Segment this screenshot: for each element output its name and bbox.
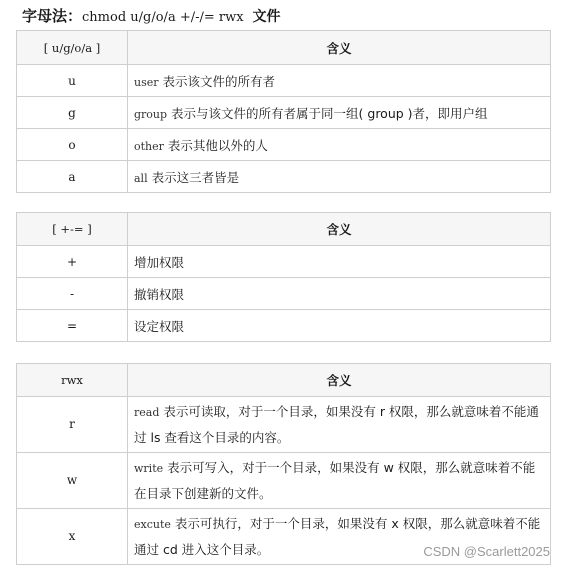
row-key: r bbox=[17, 397, 128, 453]
row-desc: 表示可执行，对于一个目录，如果没有 x 权限，那么就意味着不能通过 cd 进入这个目录。 bbox=[134, 516, 541, 557]
ugoa-table bbox=[16, 30, 551, 193]
row-code: write bbox=[134, 462, 164, 475]
row-desc: 表示与该文件的所有者属于同一组( group )者，即用户组 bbox=[167, 105, 488, 121]
column-header-meaning: 含义 bbox=[128, 31, 551, 65]
row-desc: 表示可读取，对于一个目录，如果没有 r 权限，那么就意味着不能通过 ls 查看这个目录的内容。 bbox=[134, 404, 539, 445]
table-row bbox=[17, 65, 551, 97]
row-key: g bbox=[17, 97, 128, 129]
row-meaning bbox=[128, 453, 551, 509]
row-code: excute bbox=[134, 518, 171, 531]
row-code: group bbox=[134, 107, 168, 121]
row-code: read bbox=[134, 406, 160, 419]
row-desc: 设定权限 bbox=[128, 310, 551, 342]
watermark: CSDN @Scarlett2025 bbox=[423, 544, 550, 559]
row-desc: 表示该文件的所有者 bbox=[158, 73, 275, 89]
table-row bbox=[17, 97, 551, 129]
row-desc: 增加权限 bbox=[128, 246, 551, 278]
row-code: other bbox=[134, 139, 164, 153]
title-command: chmod u/g/o/a +/-/= rwx bbox=[82, 10, 244, 25]
table-row bbox=[17, 278, 551, 310]
title-label: 字母法： bbox=[22, 7, 83, 25]
row-meaning bbox=[128, 129, 551, 161]
table-row bbox=[17, 161, 551, 193]
row-key: = bbox=[17, 310, 128, 342]
operator-table bbox=[16, 212, 551, 342]
row-meaning bbox=[128, 397, 551, 453]
rwx-table bbox=[16, 363, 551, 565]
row-desc: 表示其他以外的人 bbox=[163, 137, 268, 153]
row-key: a bbox=[17, 161, 128, 193]
row-meaning bbox=[128, 161, 551, 193]
row-key: + bbox=[17, 246, 128, 278]
row-code: user bbox=[134, 75, 159, 89]
row-key: u bbox=[17, 65, 128, 97]
table-row bbox=[17, 453, 551, 509]
table-row bbox=[17, 310, 551, 342]
row-key: - bbox=[17, 278, 128, 310]
column-header-meaning: 含义 bbox=[128, 213, 551, 246]
row-meaning bbox=[128, 65, 551, 97]
row-key: x bbox=[17, 509, 128, 565]
row-key: o bbox=[17, 129, 128, 161]
column-header-meaning: 含义 bbox=[128, 364, 551, 397]
row-key: w bbox=[17, 453, 128, 509]
title-suffix: 文件 bbox=[252, 9, 281, 25]
table-header-row bbox=[17, 31, 551, 65]
page-title bbox=[22, 4, 280, 28]
column-header-key: [ u/g/o/a ] bbox=[17, 31, 128, 65]
table-row bbox=[17, 129, 551, 161]
table-header-row bbox=[17, 364, 551, 397]
table-row bbox=[17, 397, 551, 453]
row-code: all bbox=[134, 171, 148, 185]
row-meaning bbox=[128, 97, 551, 129]
row-desc: 表示可写入，对于一个目录，如果没有 w 权限，那么就意味着不能在目录下创建新的文件。 bbox=[134, 460, 536, 501]
column-header-key: rwx bbox=[17, 364, 128, 397]
table-row bbox=[17, 246, 551, 278]
row-desc: 表示这三者皆是 bbox=[147, 169, 240, 185]
column-header-key: [ +-= ] bbox=[17, 213, 128, 246]
table-header-row bbox=[17, 213, 551, 246]
row-desc: 撤销权限 bbox=[128, 278, 551, 310]
